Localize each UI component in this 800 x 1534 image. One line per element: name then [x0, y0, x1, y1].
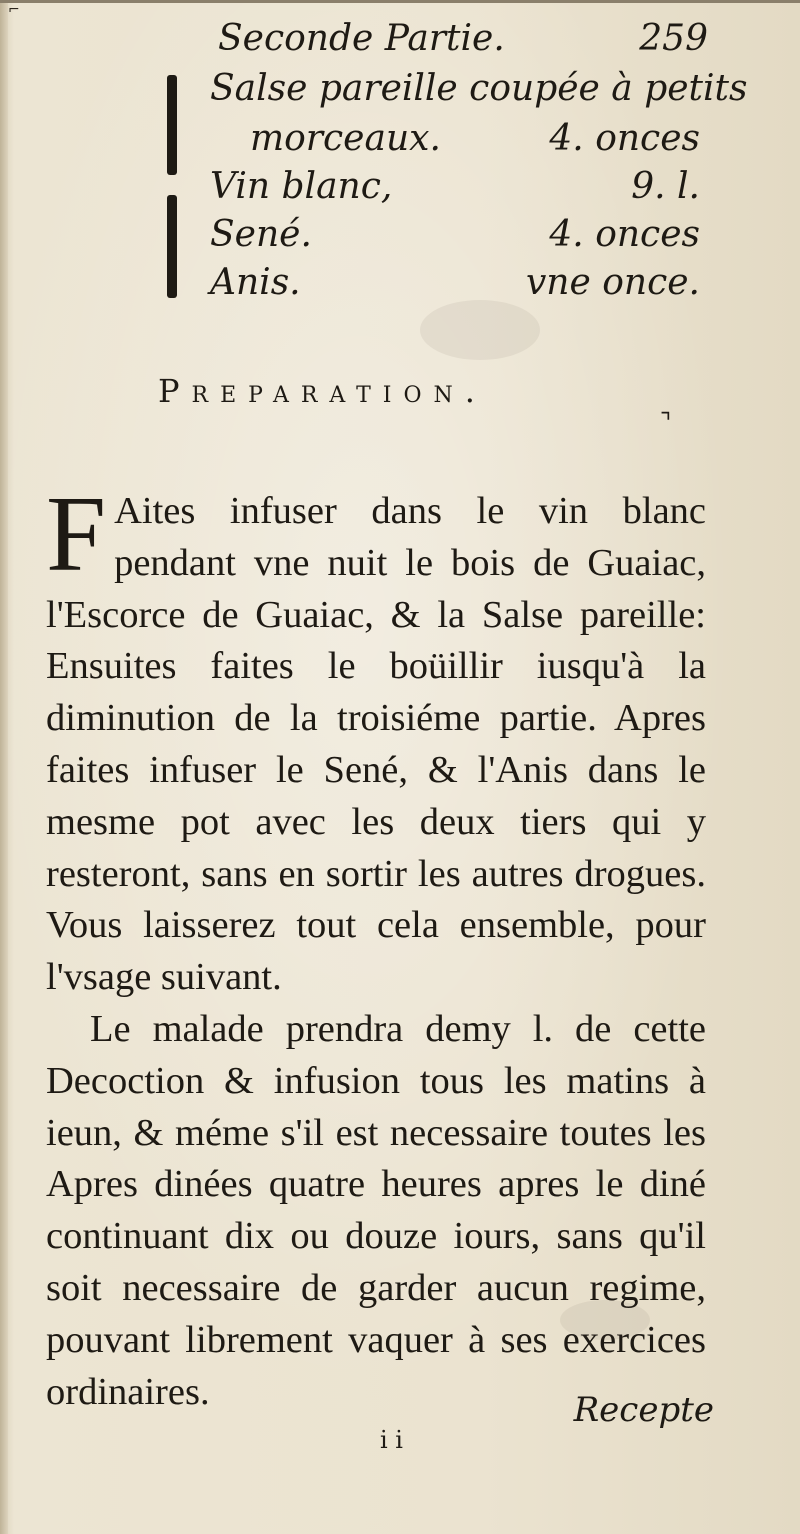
paper-stain [560, 1300, 650, 1340]
ingredient-line [210, 166, 700, 214]
page-edge [0, 0, 8, 1534]
ingredient-quantity: 4. onces [549, 118, 700, 159]
printer-mark: ⌝ [660, 408, 672, 436]
drop-cap: F [46, 475, 107, 594]
paragraph [46, 475, 706, 1004]
corner-mark: ⌐ [8, 2, 20, 18]
ingredient-line [210, 214, 700, 262]
running-title: Seconde Partie. [218, 18, 505, 59]
paragraph-text: Le malade prendra demy l. de cette Decoction & infusion tous les matins à ieun, & méme s'il est necessaire toutes les Apres dinées quatre heures apres le diné continuant dix ou douze iours, sans qu'il soit necessaire de garder aucun regime, pouvant librement vaquer à ses exercices ordinaires. [46, 1007, 706, 1413]
ingredient-bracket [167, 195, 177, 298]
ingredient-name: morceaux. [250, 118, 441, 159]
ingredient-name: Sené. [210, 214, 312, 255]
section-heading: Preparation. [158, 372, 487, 410]
paragraph [46, 1004, 706, 1418]
paper-stain [420, 300, 540, 360]
ingredient-name: Vin blanc, [210, 166, 393, 207]
ingredient-quantity: vne once. [525, 262, 700, 303]
signature-mark: i i [380, 1426, 403, 1454]
page-number: 259 [639, 18, 708, 59]
ingredient-bracket [167, 75, 177, 175]
body-text [46, 475, 706, 1418]
ingredient-name: Anis. [210, 262, 301, 303]
catchword: Recepte [573, 1390, 714, 1430]
ingredient-name: Salse pareille coupée à petits [210, 68, 748, 109]
ingredient-line [250, 118, 700, 166]
ingredient-quantity: 9. l. [631, 166, 700, 207]
ingredient-quantity: 4. onces [549, 214, 700, 255]
ingredient-line [210, 68, 748, 116]
paragraph-text: Aites infuser dans le vin blanc pendant vne nuit le bois de Guaiac, l'Escorce de Guaiac, & la Salse pareille: Ensuites faites le boüillir iusqu'à la diminution de la troisiéme partie. Apres faites infuser le Sené, & l'Anis dans le mesme pot avec les deux tiers qui y resteront, sans en sortir les autres drogues. Vous laisserez tout cela ensemble, pour l'vsage suivant. [46, 490, 706, 999]
top-rule [0, 0, 800, 3]
running-header [218, 18, 708, 64]
